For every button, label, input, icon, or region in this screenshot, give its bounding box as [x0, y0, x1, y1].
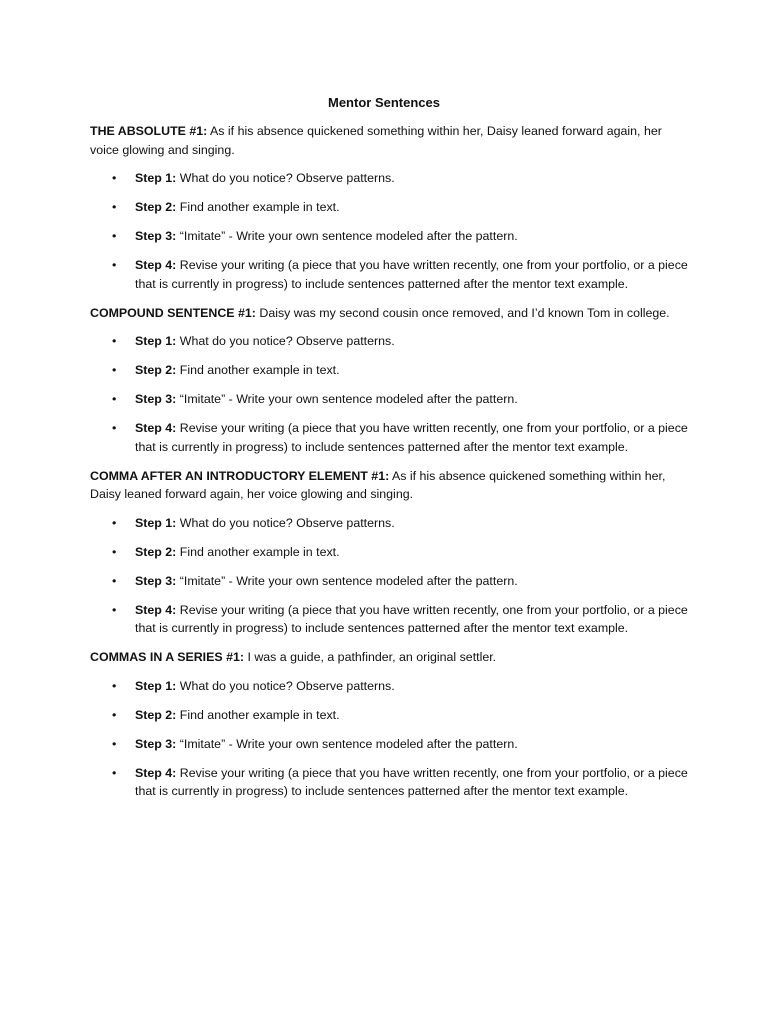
- bullet-icon: •: [112, 200, 117, 214]
- step-item: [90, 169, 690, 188]
- step-item: [90, 361, 690, 380]
- step-item: [90, 332, 690, 351]
- step-text: Find another example in text.: [176, 544, 340, 559]
- sentence-type-label: COMMAS IN A SERIES #1:: [90, 650, 244, 664]
- step-label: Step 2:: [135, 200, 177, 214]
- sentence-text: Daisy was my second cousin once removed, and I’d known Tom in college.: [255, 305, 670, 320]
- steps-list: [90, 169, 690, 293]
- bullet-icon: •: [112, 678, 117, 693]
- steps-list: [90, 514, 690, 638]
- bullet-icon: •: [112, 602, 117, 617]
- mentor-sentence-section: [90, 467, 690, 638]
- step-text: Find another example in text.: [176, 707, 340, 722]
- mentor-sentence: [90, 304, 690, 323]
- step-text: “Imitate” - Write your own sentence modeled after the pattern.: [176, 736, 518, 751]
- bullet-icon: •: [112, 421, 117, 435]
- step-item: [90, 572, 690, 591]
- step-text: Revise your writing (a piece that you have written recently, one from your portfolio, or a piece that is currently in progress) to include sentences patterned after the mentor text example.: [135, 602, 688, 635]
- step-text: “Imitate” - Write your own sentence modeled after the pattern.: [176, 392, 518, 406]
- step-label: Step 3:: [135, 229, 177, 243]
- step-label: Step 1:: [135, 171, 177, 185]
- step-label: Step 4:: [135, 602, 177, 617]
- mentor-sentence-section: [90, 304, 690, 457]
- step-text: “Imitate” - Write your own sentence modeled after the pattern.: [176, 229, 518, 243]
- bullet-icon: •: [112, 573, 117, 588]
- step-text: What do you notice? Observe patterns.: [176, 334, 395, 348]
- mentor-sentence-section: [90, 648, 690, 801]
- step-label: Step 3:: [135, 736, 177, 751]
- mentor-sentence-section: [90, 122, 690, 293]
- step-text: What do you notice? Observe patterns.: [176, 171, 395, 185]
- step-item: [90, 198, 690, 217]
- bullet-icon: •: [112, 765, 117, 780]
- step-item: [90, 419, 690, 456]
- step-item: [90, 706, 690, 725]
- step-item: [90, 735, 690, 754]
- step-text: What do you notice? Observe patterns.: [176, 678, 395, 693]
- step-text: Revise your writing (a piece that you have written recently, one from your portfolio, or a piece that is currently in progress) to include sentences patterned after the mentor text example.: [135, 765, 688, 798]
- sentence-text: I was a guide, a pathfinder, an original settler.: [244, 650, 497, 664]
- step-label: Step 3:: [135, 573, 177, 588]
- step-item: [90, 390, 690, 409]
- step-text: Revise your writing (a piece that you have written recently, one from your portfolio, or a piece that is currently in progress) to include sentences patterned after the mentor text example.: [135, 421, 688, 454]
- bullet-icon: •: [112, 363, 117, 377]
- mentor-sentence: [90, 467, 690, 504]
- steps-list: [90, 677, 690, 801]
- bullet-icon: •: [112, 258, 117, 272]
- step-label: Step 2:: [135, 544, 177, 559]
- step-label: Step 2:: [135, 363, 177, 377]
- document-body: [90, 122, 690, 811]
- mentor-sentence: [90, 122, 690, 159]
- step-item: [90, 601, 690, 638]
- step-item: [90, 514, 690, 533]
- step-label: Step 4:: [135, 765, 177, 780]
- step-text: Find another example in text.: [176, 363, 340, 377]
- bullet-icon: •: [112, 736, 117, 751]
- page-title: Mentor Sentences: [328, 95, 440, 110]
- step-label: Step 1:: [135, 515, 177, 530]
- bullet-icon: •: [112, 515, 117, 530]
- step-label: Step 2:: [135, 707, 177, 722]
- step-label: Step 1:: [135, 334, 177, 348]
- step-label: Step 4:: [135, 258, 177, 272]
- bullet-icon: •: [112, 707, 117, 722]
- step-label: Step 4:: [135, 421, 177, 435]
- bullet-icon: •: [112, 544, 117, 559]
- mentor-sentence: [90, 648, 690, 667]
- sentence-text: As if his absence quickened something within her, Daisy leaned forward again, her voice glowing and singing.: [90, 124, 662, 157]
- step-text: Find another example in text.: [176, 200, 340, 214]
- step-text: Revise your writing (a piece that you have written recently, one from your portfolio, or a piece that is currently in progress) to include sentences patterned after the mentor text example.: [135, 258, 688, 291]
- step-label: Step 1:: [135, 678, 177, 693]
- step-item: [90, 543, 690, 562]
- sentence-type-label: COMPOUND SENTENCE #1:: [90, 305, 256, 320]
- bullet-icon: •: [112, 392, 117, 406]
- sentence-type-label: COMMA AFTER AN INTRODUCTORY ELEMENT #1:: [90, 468, 390, 483]
- step-text: “Imitate” - Write your own sentence modeled after the pattern.: [176, 573, 518, 588]
- step-item: [90, 764, 690, 801]
- step-item: [90, 256, 690, 293]
- bullet-icon: •: [112, 171, 117, 185]
- bullet-icon: •: [112, 334, 117, 348]
- step-label: Step 3:: [135, 392, 177, 406]
- step-item: [90, 677, 690, 696]
- step-text: What do you notice? Observe patterns.: [176, 515, 395, 530]
- sentence-type-label: THE ABSOLUTE #1:: [90, 124, 208, 138]
- bullet-icon: •: [112, 229, 117, 243]
- step-item: [90, 227, 690, 246]
- sentence-text: As if his absence quickened something within her, Daisy leaned forward again, her voice glowing and singing.: [90, 468, 666, 501]
- steps-list: [90, 332, 690, 456]
